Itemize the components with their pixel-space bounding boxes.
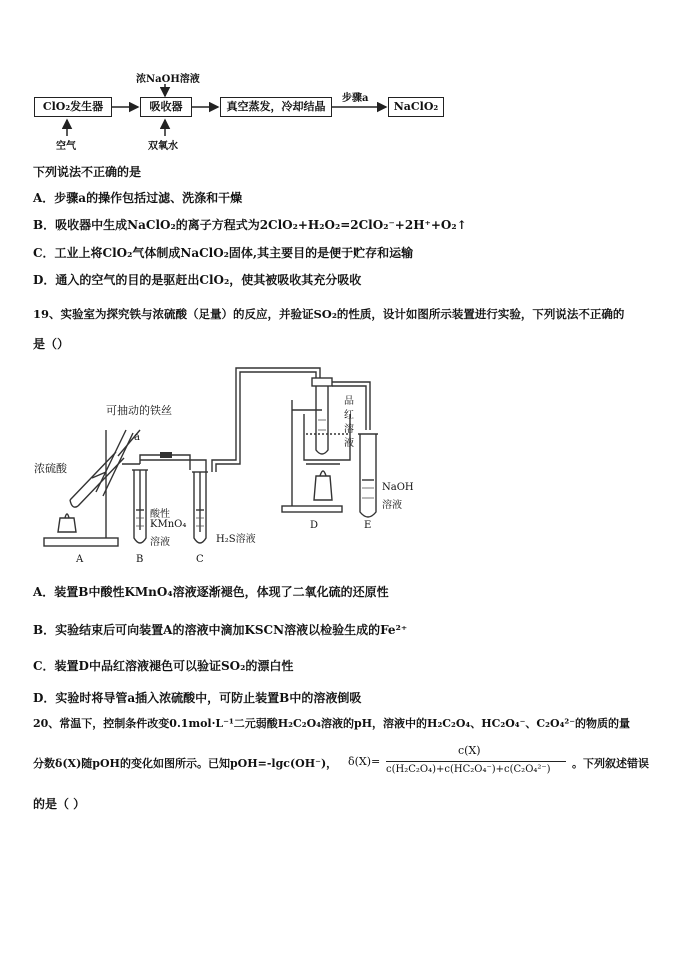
label-h2s-solution: H₂S溶液 bbox=[216, 534, 256, 545]
label-conc-sulfuric-acid: 浓硫酸 bbox=[34, 462, 67, 475]
q19-option-a: A．装置B中酸性KMnO₄溶液逐渐褪色，体现了二氧化硫的还原性 bbox=[33, 585, 389, 599]
formula-lhs: δ(X)= bbox=[348, 755, 381, 768]
q18-option-a: A．步骤a的操作包括过滤、洗涤和干燥 bbox=[33, 191, 243, 205]
flow-box-absorber: 吸收器 bbox=[140, 97, 192, 117]
label-kmno4-line1: 酸性 bbox=[150, 509, 170, 520]
label-kmno4-line2: KMnO₄ bbox=[150, 519, 187, 530]
label-pinred-2: 红 bbox=[344, 410, 354, 421]
apparatus-figure bbox=[30, 360, 430, 575]
q19-stem-line1: 19、实验室为探究铁与浓硫酸（足量）的反应，并验证SO₂的性质，设计如图所示装置进行实验，下列说法不正确的 bbox=[33, 307, 625, 321]
flow-chart bbox=[0, 0, 691, 160]
label-naoh-2: 溶液 bbox=[382, 500, 402, 511]
tag-c: C bbox=[196, 554, 204, 565]
q20-formula bbox=[348, 744, 578, 780]
label-naoh-1: NaOH bbox=[382, 482, 414, 493]
q18-option-b: B．吸收器中生成NaClO₂的离子方程式为2ClO₂+H₂O₂=2ClO₂⁻+2H⁺+O₂↑ bbox=[33, 218, 467, 232]
flow-label-naoh: 浓NaOH溶液 bbox=[136, 74, 200, 85]
tag-b: B bbox=[136, 554, 144, 565]
tag-a: A bbox=[76, 554, 84, 565]
flow-box-product: NaClO₂ bbox=[388, 97, 444, 117]
tag-e: E bbox=[364, 520, 372, 531]
flow-label-air: 空气 bbox=[56, 141, 76, 152]
q18-stem: 下列说法不正确的是 bbox=[33, 165, 142, 179]
formula-fraction-bar bbox=[386, 761, 566, 762]
label-iron-wire: 可抽动的铁丝 bbox=[106, 404, 172, 417]
label-kmno4-line3: 溶液 bbox=[150, 537, 170, 548]
flow-box-generator: ClO₂发生器 bbox=[34, 97, 112, 117]
flow-label-step-a: 步骤a bbox=[342, 93, 369, 104]
formula-denominator: c(H₂C₂O₄)+c(HC₂O₄⁻)+c(C₂O₄²⁻) bbox=[386, 764, 551, 775]
q20-line1: 20、常温下，控制条件改变0.1mol·L⁻¹二元弱酸H₂C₂O₄溶液的pH，溶液中的H₂C₂O₄、HC₂O₄⁻、C₂O₄²⁻的物质的量 bbox=[33, 717, 631, 730]
q20-line2-post: 。下列叙述错误 bbox=[572, 757, 649, 770]
q19-option-d: D．实验时将导管a插入浓硫酸中，可防止装置B中的溶液倒吸 bbox=[33, 691, 362, 705]
q19-option-c: C．装置D中品红溶液褪色可以验证SO₂的漂白性 bbox=[33, 659, 294, 673]
q19-option-b: B．实验结束后可向装置A的溶液中滴加KSCN溶液以检验生成的Fe²⁺ bbox=[33, 623, 408, 637]
label-pinred-4: 液 bbox=[344, 438, 354, 449]
flow-arrows bbox=[0, 0, 691, 160]
label-tube-a: a bbox=[134, 432, 140, 443]
flow-box-evaporation: 真空蒸发，冷却结晶 bbox=[220, 97, 332, 117]
q18-option-d: D．通入的空气的目的是驱赶出ClO₂，使其被吸收其充分吸收 bbox=[33, 273, 362, 287]
label-pinred-3: 溶 bbox=[344, 424, 354, 435]
formula-numerator: c(X) bbox=[458, 744, 481, 757]
flow-label-h2o2: 双氧水 bbox=[148, 141, 178, 152]
q19-stem-line2: 是（） bbox=[33, 337, 70, 351]
label-pinred-1: 品 bbox=[344, 396, 354, 407]
q20-line2-pre: 分数δ(X)随pOH的变化如图所示。已知pOH=-lgc(OH⁻)， bbox=[33, 757, 338, 770]
q18-option-c: C．工业上将ClO₂气体制成NaClO₂固体,其主要目的是便于贮存和运输 bbox=[33, 246, 414, 260]
tag-d: D bbox=[310, 520, 319, 531]
q20-line3: 的是（ ） bbox=[33, 797, 86, 811]
